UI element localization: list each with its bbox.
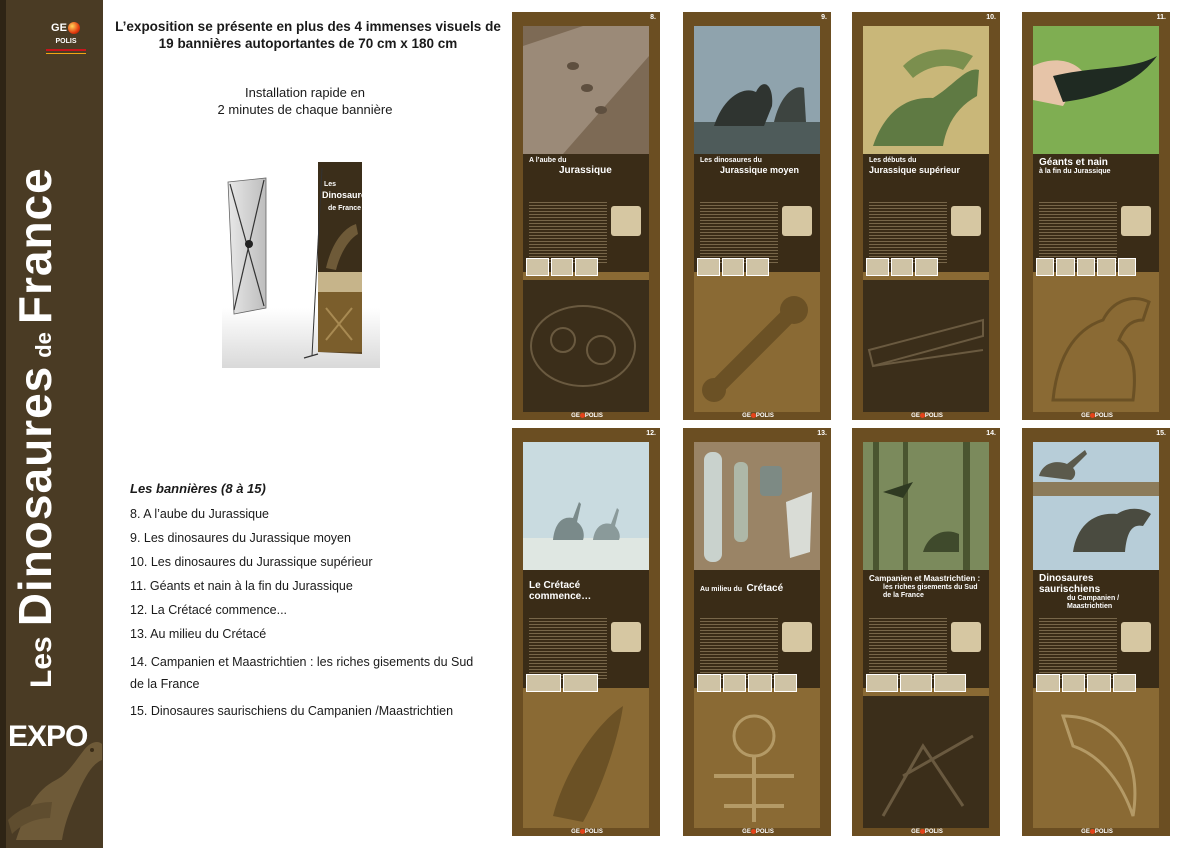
dinosaur-egg-icon xyxy=(863,696,989,828)
image-strip xyxy=(866,674,966,692)
banner-title: Dinosaures saurischiens du Campanien / Maastrichtien xyxy=(1033,570,1159,610)
standee-title-defrance: de France xyxy=(328,205,362,212)
image-strip xyxy=(697,674,797,692)
sidebar xyxy=(0,0,103,848)
bones-collection-icon xyxy=(694,442,820,570)
banner-logo: GE POLIS xyxy=(911,413,943,419)
bone-thumb-icon xyxy=(782,622,812,652)
crocodile-skull-icon xyxy=(863,280,989,412)
footprints-icon xyxy=(523,26,649,154)
standee-title-les: Les xyxy=(324,181,337,188)
image-strip xyxy=(1036,674,1136,692)
list-item: 13. Au milieu du Crétacé xyxy=(130,627,267,641)
list-item: 8. A l’aube du Jurassique xyxy=(130,507,269,521)
banner-logo: GE POLIS xyxy=(571,413,603,419)
banner-15: 15. Dinosaures saurischiens du Campanien / Maastrichtien GE POLIS xyxy=(1022,428,1170,836)
theropod-icon xyxy=(1033,280,1159,412)
claw-thumb-icon xyxy=(1121,622,1151,652)
banner-14: 14. Campanien et Maastrichtien : les riches gisements du Sud de la France GE POLIS xyxy=(852,428,1000,836)
vertebra-icon xyxy=(694,696,820,828)
banner-logo: GE POLIS xyxy=(911,829,943,835)
skull-thumb-icon xyxy=(611,206,641,236)
list-item: 9. Les dinosaures du Jurassique moyen xyxy=(130,531,351,545)
title-de: de xyxy=(31,332,56,358)
banner-logo: GE POLIS xyxy=(742,829,774,835)
sauropod-theropod-icon xyxy=(1033,442,1159,570)
image-strip xyxy=(866,258,938,276)
standee-title-dinosaures: Dinosaures xyxy=(322,190,372,200)
list-item: 14. Campanien et Maastrichtien : les riches gisements du Sud de la France xyxy=(130,655,474,691)
bone-icon xyxy=(694,280,820,412)
banner-logo: GE POLIS xyxy=(742,413,774,419)
geopolis-logo: GEPOLIS xyxy=(46,22,86,54)
list-item: 11. Géants et nain à la fin du Jurassique xyxy=(130,579,353,593)
bone-thumb-icon xyxy=(782,206,812,236)
banner-standee-illustration xyxy=(222,158,380,368)
claw-icon xyxy=(1033,696,1159,828)
ammonite-thumb-icon xyxy=(611,622,641,652)
vertical-title xyxy=(8,167,62,688)
tooth-in-hand-icon xyxy=(1033,26,1159,154)
banner-10: 10. Les débuts du Jurassique supérieur GE POLIS xyxy=(852,12,1000,420)
title-france: France xyxy=(9,167,61,325)
title-dinosaures: Dinosaures xyxy=(9,365,61,627)
banner-11: 11. Géants et nain à la fin du Jurassique GE POLIS xyxy=(1022,12,1170,420)
banner-title: Les dinosaures du Jurassique moyen xyxy=(694,154,820,194)
ankylosaur-thumb-icon xyxy=(951,622,981,652)
banner-logo: GE POLIS xyxy=(571,829,603,835)
banner-logo: GE POLIS xyxy=(1081,829,1113,835)
install-text: Installation rapide en 2 minutes de chaque bannière xyxy=(217,85,393,117)
banner-9: 9. Les dinosaures du Jurassique moyen GE POLIS xyxy=(683,12,831,420)
list-item: 10. Les dinosaures du Jurassique supérieur xyxy=(130,555,373,569)
banner-8: 8. A l’aube du Jurassique GE POLIS xyxy=(512,12,660,420)
banner-list-heading: Les bannières (8 à 15) xyxy=(130,481,266,496)
banner-title: Les débuts du Jurassique supérieur xyxy=(863,154,989,194)
list-item: 15. Dinosaures saurischiens du Campanien /Maastrichtien xyxy=(130,704,454,718)
image-strip xyxy=(697,258,769,276)
intro-text: L’exposition se présente en plus des 4 immenses visuels de 19 bannières autoportantes de 70 cm x 180 cm xyxy=(115,19,501,51)
banner-title: Le Crétacé commence… xyxy=(523,570,649,610)
forest-scene-icon xyxy=(863,442,989,570)
expo-label: EXPO xyxy=(8,720,88,753)
stegosaur-scene-icon xyxy=(694,26,820,154)
image-strip xyxy=(1036,258,1136,276)
banner-13: 13. Au milieu du Crétacé GE POLIS xyxy=(683,428,831,836)
globe-icon xyxy=(68,22,80,34)
banner-title: Campanien et Maastrichtien : les riches gisements du Sud de la France xyxy=(863,570,989,610)
tooth-thumb-icon xyxy=(951,206,981,236)
banner-list xyxy=(130,507,480,728)
banner-title: A l’aube du Jurassique xyxy=(523,154,649,194)
sauropod-lake-icon xyxy=(523,442,649,570)
banner-logo: GE POLIS xyxy=(1081,413,1113,419)
banner-12: 12. Le Crétacé commence… GE POLIS xyxy=(512,428,660,836)
list-item: 12. La Crétacé commence... xyxy=(130,603,288,617)
dinosaur-silhouette-icon xyxy=(6,690,103,848)
image-strip xyxy=(526,258,598,276)
dinosaur-painting-icon xyxy=(863,26,989,154)
title-les: Les xyxy=(25,636,58,688)
banner-title: Géants et nain à la fin du Jurassique xyxy=(1033,154,1159,194)
fossil-thumb-icon xyxy=(1121,206,1151,236)
tooth-icon xyxy=(523,696,649,828)
banner-title: Au milieu du Crétacé xyxy=(694,570,820,610)
image-strip xyxy=(526,674,598,692)
fossil-nodule-icon xyxy=(523,280,649,412)
